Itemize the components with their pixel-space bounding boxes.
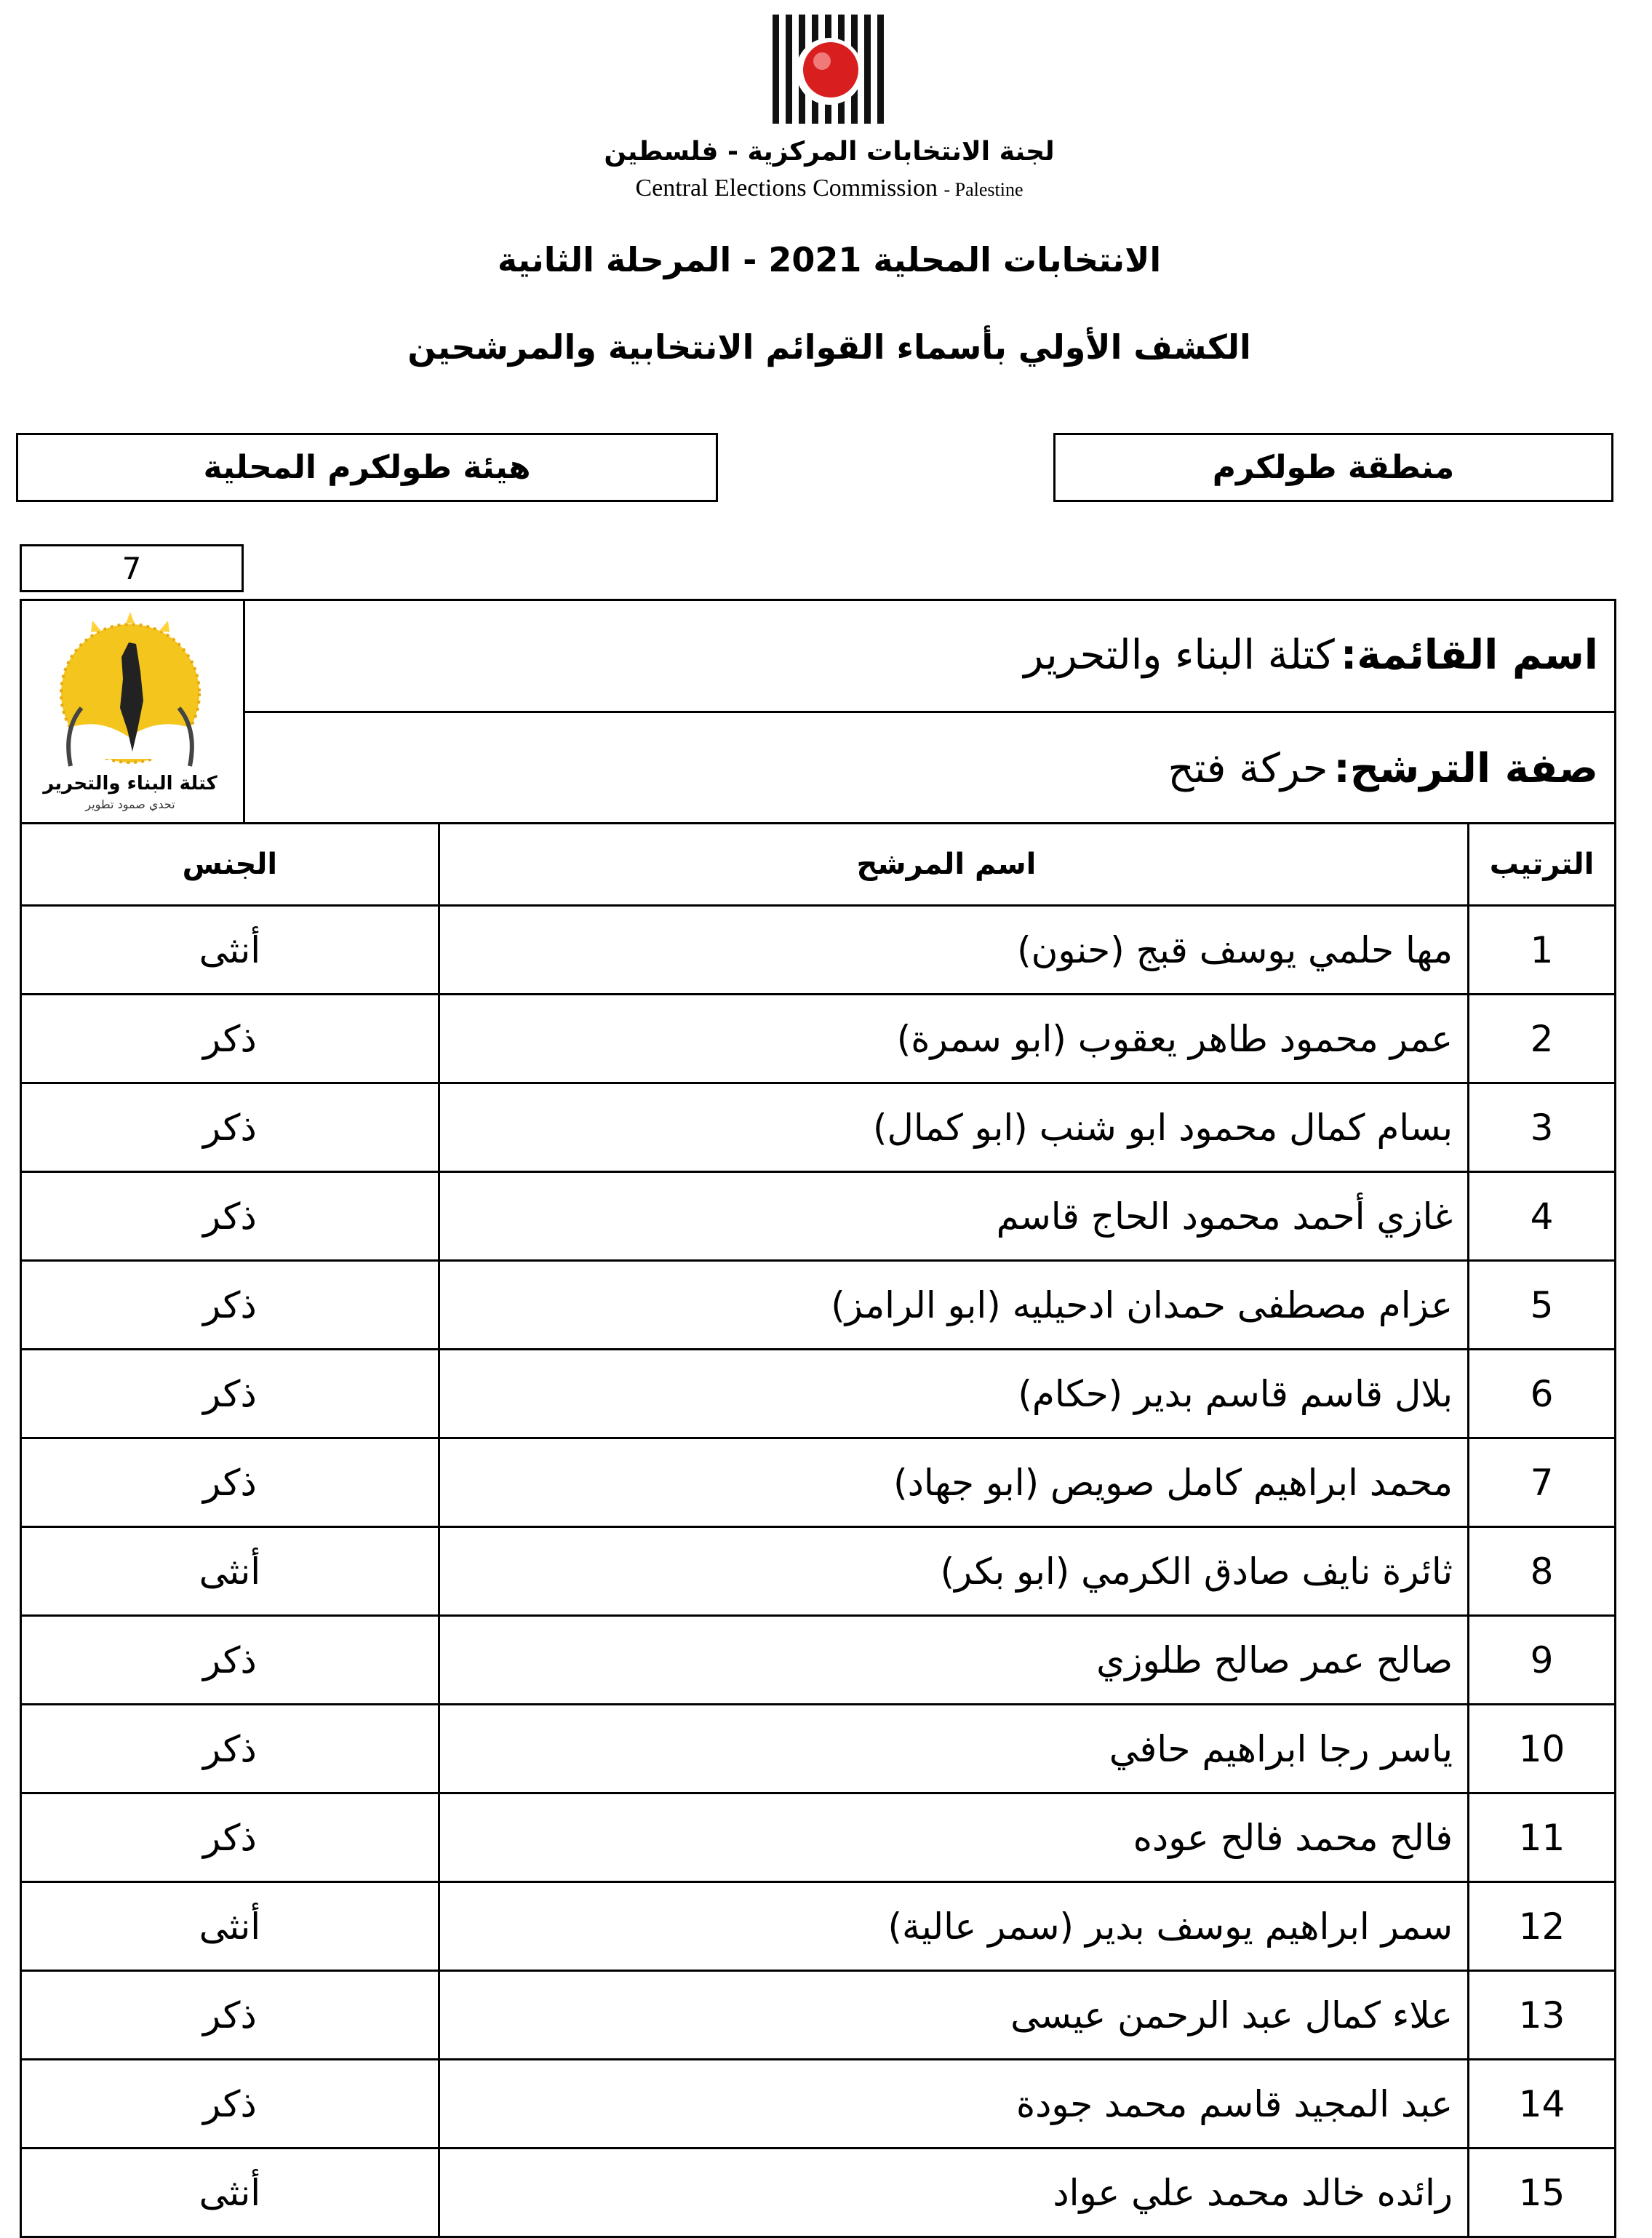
list-number-box: 7 xyxy=(20,544,244,592)
candidate-name: ياسر رجا ابراهيم حافي xyxy=(439,1705,1468,1793)
table-row xyxy=(21,906,1616,995)
candidate-name: فالح محمد فالح عوده xyxy=(439,1793,1468,1882)
table-row xyxy=(21,1616,1616,1705)
candidate-rank: 11 xyxy=(1469,1793,1616,1882)
candidates-table xyxy=(20,822,1616,2238)
list-name-row xyxy=(245,599,1616,713)
table-row xyxy=(21,1350,1616,1438)
document-title: الانتخابات المحلية 2021 - المرحلة الثانية xyxy=(497,240,1162,279)
list-logo-subtext: تحدي صمود تطوير xyxy=(85,797,175,811)
table-row xyxy=(21,1438,1616,1527)
candidate-gender: ذكر xyxy=(21,995,439,1083)
candidate-name: علاء كمال عبد الرحمن عيسى xyxy=(439,1971,1468,2060)
candidate-rank: 8 xyxy=(1469,1527,1616,1616)
list-logo-cell xyxy=(20,599,245,824)
table-row xyxy=(21,1971,1616,2060)
table-row xyxy=(21,1882,1616,1971)
table-row xyxy=(21,995,1616,1083)
candidate-gender: ذكر xyxy=(21,1971,439,2060)
candidate-name: مها حلمي يوسف قبج (حنون) xyxy=(439,906,1468,995)
candidate-gender: ذكر xyxy=(21,2060,439,2149)
candidate-name: رائده خالد محمد علي عواد xyxy=(439,2149,1468,2237)
candidate-name: بلال قاسم قاسم بدير (حكام) xyxy=(439,1350,1468,1438)
candidate-rank: 1 xyxy=(1469,906,1616,995)
org-name-english: Central Elections Commission - Palestine xyxy=(635,175,1023,202)
candidate-gender: ذكر xyxy=(21,1261,439,1350)
candidacy-type-value: حركة فتح xyxy=(1168,745,1328,792)
candidate-gender: ذكر xyxy=(21,1438,439,1527)
candidate-rank: 9 xyxy=(1469,1616,1616,1705)
candidate-name: عمر محمود طاهر يعقوب (ابو سمرة) xyxy=(439,995,1468,1083)
table-row xyxy=(21,1172,1616,1261)
list-name-label: اسم القائمة: xyxy=(1340,631,1598,679)
candidate-name: عبد المجيد قاسم محمد جودة xyxy=(439,2060,1468,2149)
region-box: منطقة طولكرم xyxy=(1053,433,1613,502)
candidate-rank: 7 xyxy=(1469,1438,1616,1527)
candidate-name: بسام كمال محمود ابو شنب (ابو كمال) xyxy=(439,1083,1468,1172)
candidate-rank: 14 xyxy=(1469,2060,1616,2149)
candidate-name: غازي أحمد محمود الحاج قاسم xyxy=(439,1172,1468,1261)
candidate-name: سمر ابراهيم يوسف بدير (سمر عالية) xyxy=(439,1882,1468,1971)
table-row xyxy=(21,1793,1616,1882)
header-rank: الترتيب xyxy=(1469,824,1616,906)
table-row xyxy=(21,1705,1616,1793)
candidate-name: صالح عمر صالح طلوزي xyxy=(439,1616,1468,1705)
header-gender: الجنس xyxy=(21,824,439,906)
candidacy-type-label: صفة الترشح: xyxy=(1333,745,1598,792)
candidate-gender: أنثى xyxy=(21,1527,439,1616)
candidate-rank: 5 xyxy=(1469,1261,1616,1350)
candidate-name: ثائرة نايف صادق الكرمي (ابو بكر) xyxy=(439,1527,1468,1616)
candidate-rank: 4 xyxy=(1469,1172,1616,1261)
candidate-rank: 3 xyxy=(1469,1083,1616,1172)
candidate-gender: ذكر xyxy=(21,1793,439,1882)
list-logo-icon xyxy=(20,599,241,820)
candidate-name: عزام مصطفى حمدان ادحيليه (ابو الرامز) xyxy=(439,1261,1468,1350)
candidate-rank: 6 xyxy=(1469,1350,1616,1438)
list-name-value: كتلة البناء والتحرير xyxy=(1023,631,1335,679)
document-subtitle: الكشف الأولي بأسماء القوائم الانتخابية والمرشحين xyxy=(407,327,1251,367)
table-row xyxy=(21,1083,1616,1172)
table-header-row xyxy=(21,824,1616,906)
candidate-rank: 12 xyxy=(1469,1882,1616,1971)
list-logo-text: كتلة البناء والتحرير xyxy=(43,773,218,795)
candidate-gender: أنثى xyxy=(21,1882,439,1971)
candidate-gender: ذكر xyxy=(21,1350,439,1438)
candidacy-type-row xyxy=(245,713,1616,824)
header-name: اسم المرشح xyxy=(439,824,1468,906)
candidate-name: محمد ابراهيم كامل صويص (ابو جهاد) xyxy=(439,1438,1468,1527)
candidate-gender: ذكر xyxy=(21,1705,439,1793)
candidate-rank: 15 xyxy=(1469,2149,1616,2237)
candidate-gender: ذكر xyxy=(21,1616,439,1705)
org-name-arabic: لجنة الانتخابات المركزية - فلسطين xyxy=(604,137,1055,167)
candidate-rank: 10 xyxy=(1469,1705,1616,1793)
candidate-gender: ذكر xyxy=(21,1083,439,1172)
candidate-rank: 2 xyxy=(1469,995,1616,1083)
table-row xyxy=(21,1527,1616,1616)
candidate-rank: 13 xyxy=(1469,1971,1616,2060)
local-authority-box: هيئة طولكرم المحلية xyxy=(16,433,718,502)
candidate-gender: أنثى xyxy=(21,906,439,995)
table-row xyxy=(21,2060,1616,2149)
table-row xyxy=(21,1261,1616,1350)
table-row xyxy=(21,2149,1616,2237)
candidate-gender: ذكر xyxy=(21,1172,439,1261)
cec-logo-icon xyxy=(771,15,887,127)
candidate-gender: أنثى xyxy=(21,2149,439,2237)
